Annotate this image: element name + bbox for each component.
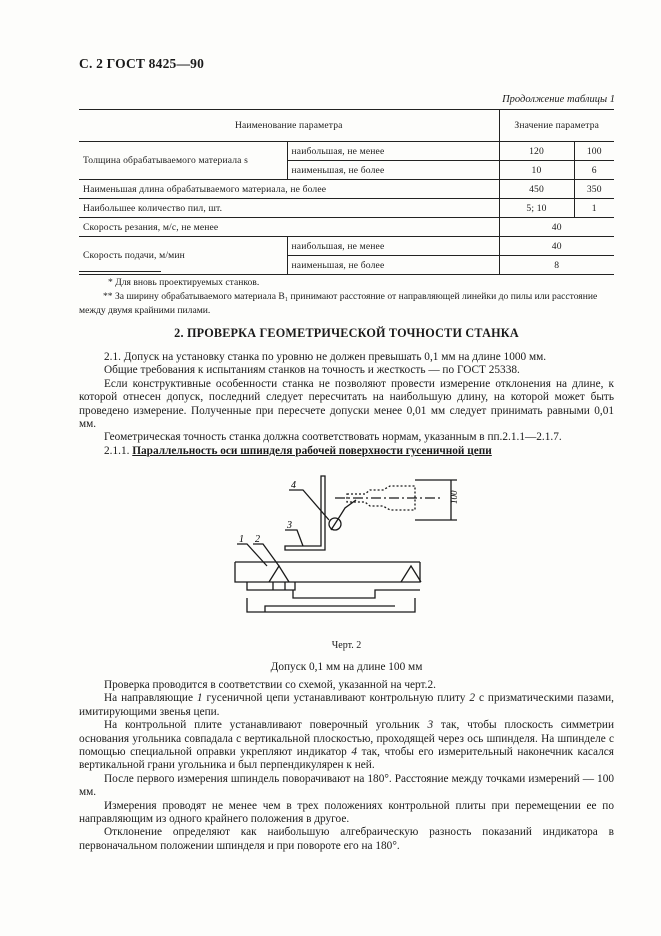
figure-caption: Черт. 2 bbox=[331, 640, 362, 651]
row-label-feed: Скорость подачи, м/мин bbox=[79, 237, 287, 275]
body-text-2 bbox=[79, 679, 614, 853]
reference-number: 2 bbox=[469, 692, 476, 705]
table-header-row bbox=[79, 110, 614, 142]
table-row bbox=[79, 142, 614, 161]
reference-number: 4 bbox=[351, 746, 357, 759]
paragraph-part: так, чтобы его измерительный наконечник касался вертикальной грани угольника и был перпендикулярен к ней. bbox=[79, 746, 614, 772]
cell-value: 5; 10 bbox=[499, 199, 574, 218]
header-value: Значение параметра bbox=[499, 110, 614, 142]
guide-rails bbox=[235, 562, 420, 582]
leader-1 bbox=[237, 544, 267, 566]
paragraph-part: с призматическими пазами, имитирующими звенья цепи. bbox=[79, 692, 614, 718]
paragraph: Отклонение определяют как наибольшую алгебраическую разность показаний индикатора в первоначальном положении шпинделя и при повороте его на 180°. bbox=[79, 826, 614, 852]
footnote-divider bbox=[79, 271, 161, 272]
paragraph: Проверка проводится в соответствии со схемой, указанной на черт.2. bbox=[104, 679, 436, 691]
row-label-min-length: Наименьшая длина обрабатываемого материала, не более bbox=[79, 180, 499, 199]
leader-3 bbox=[285, 530, 303, 546]
figure-drawing bbox=[225, 466, 475, 634]
prism-left bbox=[269, 566, 289, 590]
header-param: Наименование параметра bbox=[79, 110, 499, 142]
subsection-number: 2.1.1. bbox=[104, 444, 130, 457]
cell-value: 450 bbox=[499, 180, 574, 199]
footnote-1: * Для вновь проектируемых станков. bbox=[108, 277, 260, 288]
footnotes bbox=[79, 276, 619, 318]
paragraph: После первого измерения шпиндель поворачивают на 180°. Расстояние между точками измерений — 100 мм. bbox=[79, 772, 614, 799]
figure-label-3: 3 bbox=[287, 520, 292, 531]
sublabel-min: наименьшая, не более bbox=[287, 256, 499, 275]
paragraph-part: гусеничной цепи устанавливают контрольную плиту bbox=[202, 692, 470, 705]
parameters-table bbox=[79, 109, 614, 275]
prism-right bbox=[401, 566, 421, 582]
guide-base bbox=[247, 598, 415, 612]
paragraph bbox=[79, 719, 614, 773]
indicator-body bbox=[331, 500, 356, 530]
cell-value: 10 bbox=[499, 161, 574, 180]
sublabel-max: наибольшая, не менее bbox=[287, 237, 499, 256]
subsection-title: Параллельность оси шпинделя рабочей поверхности гусеничной цепи bbox=[132, 444, 492, 457]
paragraph-part: На контрольной плите устанавливают поверочный угольник bbox=[104, 719, 428, 732]
row-label-thickness: Толщина обрабатываемого материала s bbox=[79, 142, 287, 180]
paragraph: Общие требования к испытаниям станков на точность и жесткость — по ГОСТ 25338. bbox=[104, 364, 520, 377]
paragraph: Если конструктивные особенности станка не позволяют провести измерение отклонения на длине, к которой отнесен допуск, последний следует пересчитать на наибольшую длину, на которой может быть проведено измерение. Полученные при пересчете допуски менее 0,01 мм следует принимать равными 0,01 мм. bbox=[79, 377, 614, 431]
figure-label-2: 2 bbox=[255, 534, 260, 545]
reference-number: 3 bbox=[427, 719, 434, 732]
table-row bbox=[79, 218, 614, 237]
subsection-heading bbox=[79, 445, 614, 458]
cell-value: 40 bbox=[499, 218, 614, 237]
table-row bbox=[79, 199, 614, 218]
cell-value: 100 bbox=[574, 142, 614, 161]
body-text bbox=[79, 351, 614, 458]
footnote-2: ** За ширину обрабатываемого материала B₁ принимают расстояние от направляющей линейки до пилы или расстояние между двумя крайними пилами. bbox=[79, 291, 598, 316]
cell-value: 1 bbox=[574, 199, 614, 218]
reference-number: 1 bbox=[196, 692, 203, 705]
figure-label-4: 4 bbox=[291, 480, 296, 491]
paragraph-part: На направляющие bbox=[104, 692, 197, 705]
section-title: 2. ПРОВЕРКА ГЕОМЕТРИЧЕСКОЙ ТОЧНОСТИ СТАНКА bbox=[174, 326, 519, 340]
paragraph-part: так, чтобы плоскость симметрии основания угольника совпадала с вертикальной плоскостью, проходящей через ось шпинделя. На шпинделе с помощью специальной оправки укрепляют индикатор bbox=[79, 719, 614, 759]
row-label-cut-speed: Скорость резания, м/с, не менее bbox=[79, 218, 499, 237]
leader-4 bbox=[289, 490, 329, 520]
cell-value: 40 bbox=[499, 237, 614, 256]
paragraph: Геометрическая точность станка должна соответствовать нормам, указанным в пп.2.1.1—2.1.7. bbox=[104, 431, 562, 444]
paragraph: 2.1. Допуск на установку станка по уровню не должен превышать 0,1 мм на длине 1000 мм. bbox=[104, 351, 547, 363]
paragraph bbox=[79, 692, 614, 719]
figure-dimension: 100 bbox=[449, 490, 459, 504]
sublabel-max: наибольшая, не менее bbox=[287, 142, 499, 161]
paragraph: Измерения проводят не менее чем в трех положениях контрольной плиты при перемещении ее по направляющим из одного крайнего положения в другое. bbox=[79, 799, 614, 826]
page-header: С. 2 ГОСТ 8425—90 bbox=[79, 56, 205, 71]
cell-value: 6 bbox=[574, 161, 614, 180]
cell-value: 350 bbox=[574, 180, 614, 199]
table-row bbox=[79, 237, 614, 256]
tolerance-text: Допуск 0,1 мм на длине 100 мм bbox=[270, 661, 423, 673]
cell-value: 120 bbox=[499, 142, 574, 161]
cell-value: 8 bbox=[499, 256, 614, 275]
row-label-saws: Наибольшее количество пил, шт. bbox=[79, 199, 499, 218]
table-row bbox=[79, 180, 614, 199]
figure-label-1: 1 bbox=[239, 534, 244, 545]
table-continuation-note: Продолжение таблицы 1 bbox=[502, 94, 615, 105]
sublabel-min: наименьшая, не более bbox=[287, 161, 499, 180]
